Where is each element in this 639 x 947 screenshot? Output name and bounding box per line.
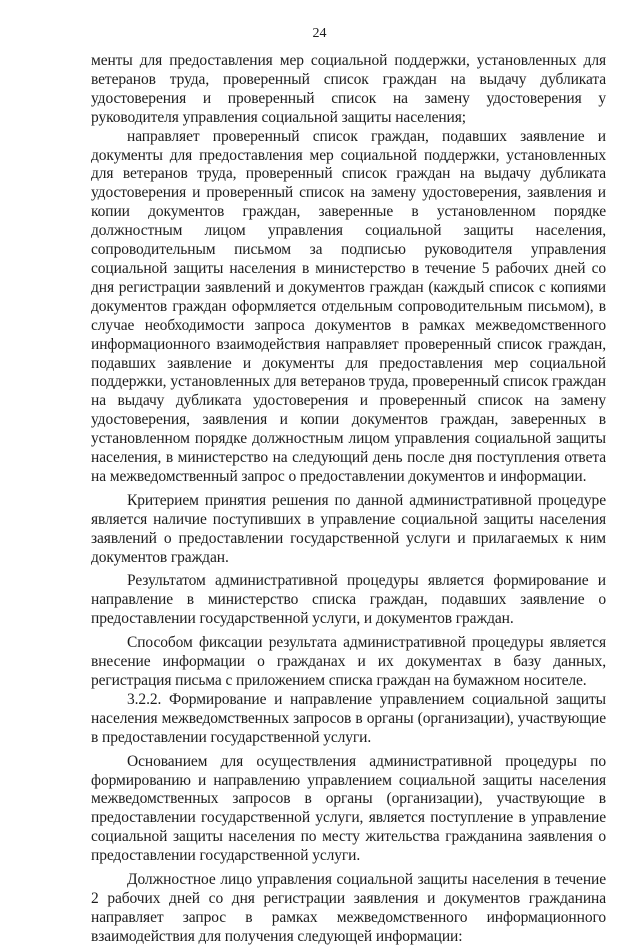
paragraph: направляет проверенный список граждан, подавших заявление и документы для предоставления мер социальной поддержки, установленных для ветеранов труда, проверенный список граждан на выдачу дубликата удостоверения и проверенный список на замену удостоверения, заявления и копии документов граждан, заверенные в установленном порядке должностным лицом управления социальной защиты населения, сопроводительным письмом за подписью руководителя управления социальной защиты населения в министерство в течение 5 рабочих дней со дня регистрации заявлений и документов граждан (каждый список с копиями документов граждан оформляется отдельным сопроводительным письмом), в случае необходимости запроса документов в рамках межведомственного информационного взаимодействия направляет проверенный список граждан, подавших заявление и документы для предоставления мер социальной поддержки, установленных для ветеранов труда, проверенный список граждан на выдачу дубликата удостоверения и проверенный список на замену удостоверения, заявления и копии документов граждан, заверенных в установленном порядке должностным лицом управления социальной защиты населения, в министерство на следующий день после дня поступления ответа на межведомственный запрос о предоставлении документов и информации.	[91, 127, 606, 485]
document-body	[91, 52, 606, 947]
paragraph: Должностное лицо управления социальной защиты населения в течение 2 рабочих дней со дня регистрации заявления и документов гражданина направляет запрос в рамках межведомственного информационного взаимодействия для получения следующей информации:	[91, 871, 606, 945]
paragraph: 3.2.2. Формирование и направление управлением социальной защиты населения межведомственных запросов в органы (организации), участвующие в предоставлении государственной услуги.	[91, 690, 606, 746]
paragraph: Критерием принятия решения по данной административной процедуре является наличие поступивших в управление социальной защиты населения заявлений о предоставлении государственной услуги и прилагаемых к ним документов граждан.	[91, 491, 606, 566]
paragraph: менты для предоставления мер социальной поддержки, установленных для ветеранов труда, проверенный список граждан на выдачу дубликата удостоверения и проверенный список на замену удостоверения у руководителя управления социальной защиты населения;	[91, 52, 606, 126]
page-number: 24	[312, 26, 327, 41]
paragraph: Основанием для осуществления административной процедуры по формированию и направлению управлением социальной защиты населения межведомственных запросов в органы (организации), участвующие в предоставлении государственной услуги, является поступление в управление социальной защиты населения по месту жительства гражданина заявления о предоставлении государственной услуги.	[91, 752, 606, 865]
paragraph: Результатом административной процедуры является формирование и направление в министерство списка граждан, подавших заявление о предоставлении государственной услуги, и документов граждан.	[91, 572, 606, 628]
paragraph: Способом фиксации результата административной процедуры является внесение информации о гражданах и их документах в базу данных, регистрация письма с приложением списка граждан на бумажном носителе.	[91, 634, 606, 689]
